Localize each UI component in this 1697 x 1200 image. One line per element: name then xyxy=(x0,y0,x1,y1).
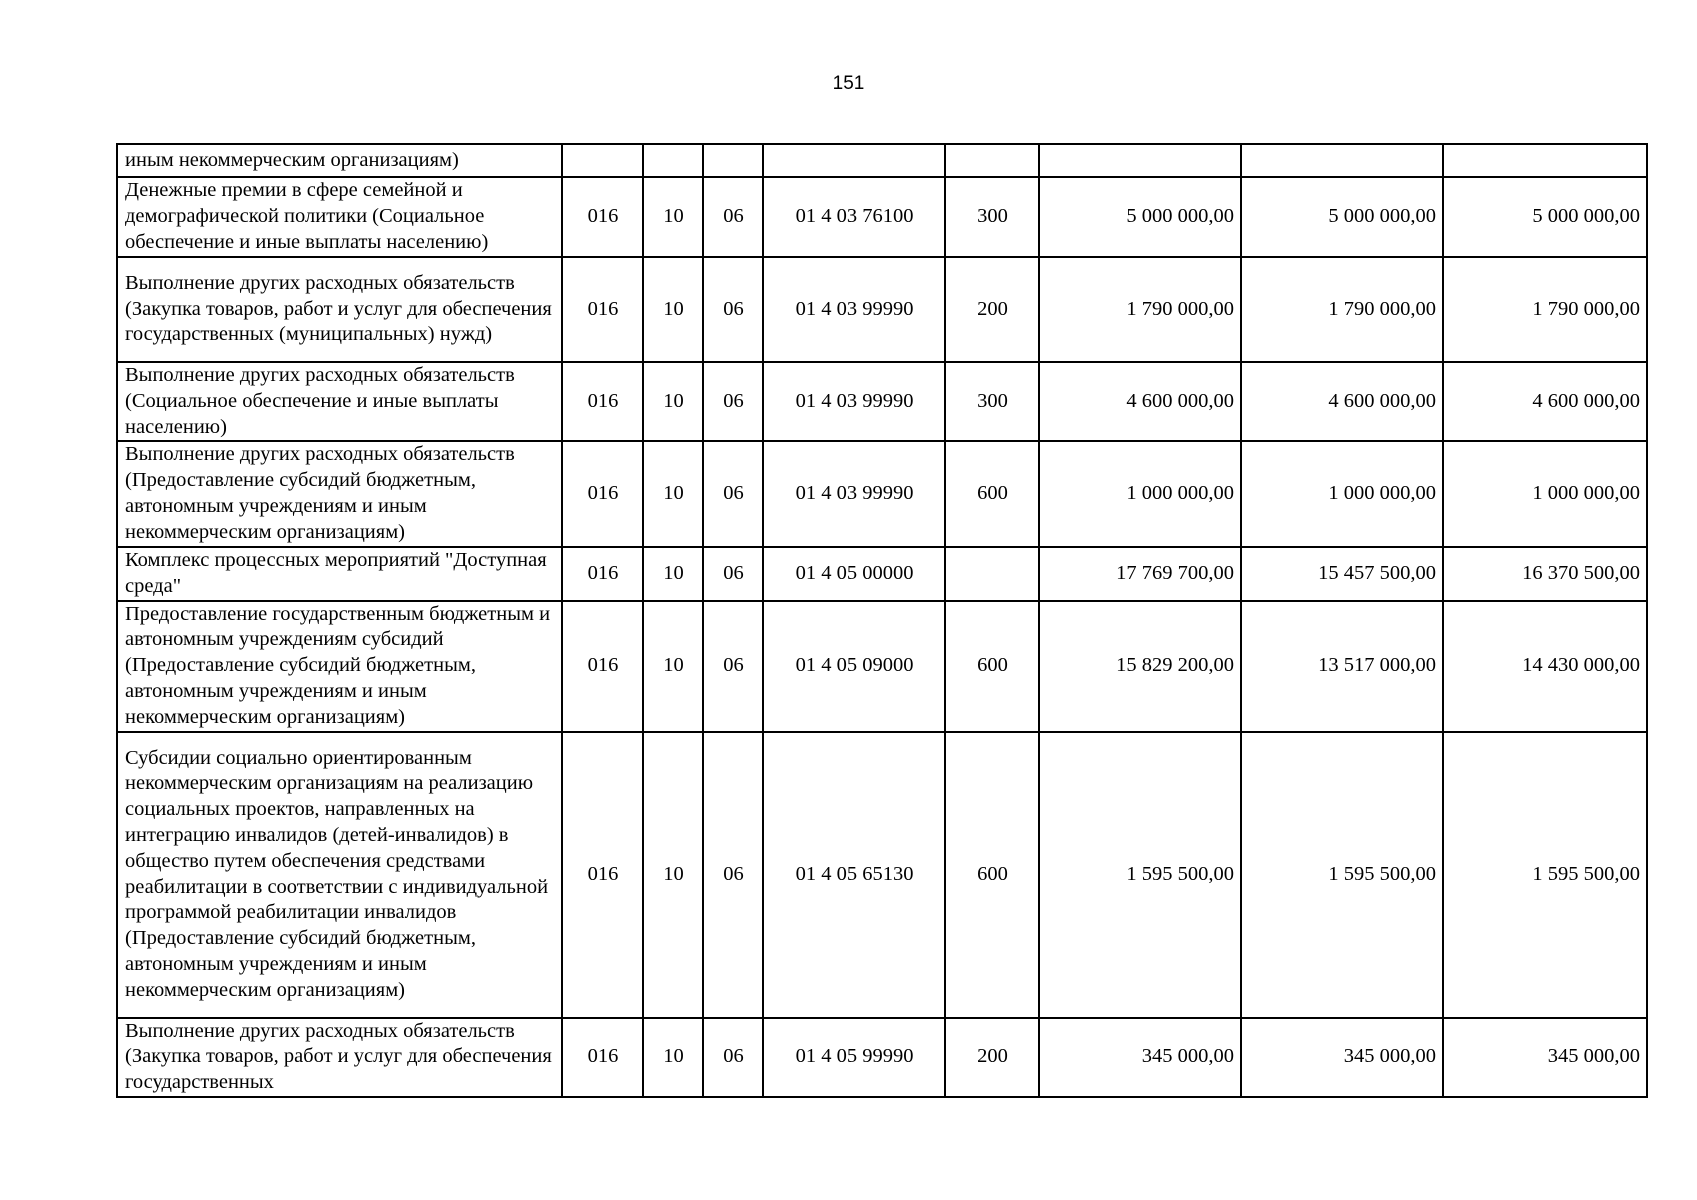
cell-amount-1: 17 769 700,00 xyxy=(1039,547,1241,601)
table-row xyxy=(117,362,1647,441)
cell-subsection: 06 xyxy=(703,547,763,601)
cell-section: 10 xyxy=(643,257,703,362)
cell-expense-type: 200 xyxy=(945,257,1039,362)
cell-description: Субсидии социально ориентированным некоммерческим организациям на реализацию социальных проектов, направленных на интеграцию инвалидов (детей-инвалидов) в общество путем обеспечения средствами реабилитации в соответствии с индивидуальной программой реабилитации инвалидов (Предоставление субсидий бюджетным, автономным учреждениям и иным некоммерческим организациям) xyxy=(117,732,562,1018)
cell-description: Выполнение других расходных обязательств (Социальное обеспечение и иные выплаты населению) xyxy=(117,362,562,441)
cell-expense-type: 300 xyxy=(945,177,1039,257)
cell-description: Денежные премии в сфере семейной и демографической политики (Социальное обеспечение и иные выплаты населению) xyxy=(117,177,562,257)
cell-amount-2: 1 790 000,00 xyxy=(1241,257,1443,362)
cell-expense-type: 600 xyxy=(945,732,1039,1018)
cell-subsection: 06 xyxy=(703,732,763,1018)
cell-amount-3 xyxy=(1443,144,1647,177)
cell-target-article: 01 4 05 65130 xyxy=(763,732,945,1018)
cell-subsection: 06 xyxy=(703,441,763,546)
cell-amount-2: 345 000,00 xyxy=(1241,1018,1443,1097)
cell-description: Выполнение других расходных обязательств (Закупка товаров, работ и услуг для обеспечения государственных (муниципальных) нужд) xyxy=(117,257,562,362)
cell-target-article: 01 4 03 99990 xyxy=(763,362,945,441)
cell-grbs: 016 xyxy=(562,732,643,1018)
cell-expense-type: 300 xyxy=(945,362,1039,441)
cell-amount-2: 1 595 500,00 xyxy=(1241,732,1443,1018)
cell-target-article: 01 4 03 99990 xyxy=(763,441,945,546)
cell-subsection: 06 xyxy=(703,257,763,362)
table-row xyxy=(117,601,1647,732)
cell-target-article: 01 4 05 99990 xyxy=(763,1018,945,1097)
cell-target-article xyxy=(763,144,945,177)
cell-amount-3: 345 000,00 xyxy=(1443,1018,1647,1097)
cell-description: Выполнение других расходных обязательств (Закупка товаров, работ и услуг для обеспечения государственных xyxy=(117,1018,562,1097)
cell-expense-type: 600 xyxy=(945,601,1039,732)
cell-subsection: 06 xyxy=(703,601,763,732)
table-row xyxy=(117,144,1647,177)
table-row xyxy=(117,732,1647,1018)
cell-subsection xyxy=(703,144,763,177)
cell-grbs: 016 xyxy=(562,547,643,601)
cell-amount-3: 4 600 000,00 xyxy=(1443,362,1647,441)
cell-subsection: 06 xyxy=(703,177,763,257)
cell-section xyxy=(643,144,703,177)
cell-grbs: 016 xyxy=(562,257,643,362)
cell-expense-type: 600 xyxy=(945,441,1039,546)
table-row xyxy=(117,177,1647,257)
cell-amount-1: 4 600 000,00 xyxy=(1039,362,1241,441)
page-number: 151 xyxy=(832,73,865,94)
cell-expense-type: 200 xyxy=(945,1018,1039,1097)
table-row xyxy=(117,547,1647,601)
cell-section: 10 xyxy=(643,601,703,732)
cell-expense-type xyxy=(945,144,1039,177)
cell-subsection: 06 xyxy=(703,1018,763,1097)
cell-amount-1: 1 790 000,00 xyxy=(1039,257,1241,362)
cell-grbs xyxy=(562,144,643,177)
budget-table xyxy=(116,143,1648,1098)
cell-grbs: 016 xyxy=(562,362,643,441)
cell-grbs: 016 xyxy=(562,601,643,732)
cell-target-article: 01 4 05 00000 xyxy=(763,547,945,601)
table-row xyxy=(117,257,1647,362)
cell-amount-3: 14 430 000,00 xyxy=(1443,601,1647,732)
cell-amount-1: 1 595 500,00 xyxy=(1039,732,1241,1018)
cell-section: 10 xyxy=(643,177,703,257)
cell-target-article: 01 4 05 09000 xyxy=(763,601,945,732)
cell-description: Предоставление государственным бюджетным и автономным учреждениям субсидий (Предоставление субсидий бюджетным, автономным учреждениям и иным некоммерческим организациям) xyxy=(117,601,562,732)
cell-subsection: 06 xyxy=(703,362,763,441)
cell-amount-1: 1 000 000,00 xyxy=(1039,441,1241,546)
cell-amount-2 xyxy=(1241,144,1443,177)
cell-amount-1: 345 000,00 xyxy=(1039,1018,1241,1097)
cell-grbs: 016 xyxy=(562,1018,643,1097)
cell-section: 10 xyxy=(643,732,703,1018)
cell-section: 10 xyxy=(643,441,703,546)
cell-target-article: 01 4 03 76100 xyxy=(763,177,945,257)
cell-expense-type xyxy=(945,547,1039,601)
cell-amount-1: 15 829 200,00 xyxy=(1039,601,1241,732)
cell-amount-3: 1 595 500,00 xyxy=(1443,732,1647,1018)
cell-amount-3: 16 370 500,00 xyxy=(1443,547,1647,601)
cell-amount-3: 1 000 000,00 xyxy=(1443,441,1647,546)
cell-target-article: 01 4 03 99990 xyxy=(763,257,945,362)
cell-section: 10 xyxy=(643,362,703,441)
table-row xyxy=(117,441,1647,546)
cell-amount-2: 13 517 000,00 xyxy=(1241,601,1443,732)
cell-amount-2: 4 600 000,00 xyxy=(1241,362,1443,441)
table-row xyxy=(117,1018,1647,1097)
cell-description: иным некоммерческим организациям) xyxy=(117,144,562,177)
cell-amount-3: 1 790 000,00 xyxy=(1443,257,1647,362)
cell-amount-2: 15 457 500,00 xyxy=(1241,547,1443,601)
cell-description: Комплекс процессных мероприятий "Доступная среда" xyxy=(117,547,562,601)
cell-amount-1 xyxy=(1039,144,1241,177)
cell-grbs: 016 xyxy=(562,441,643,546)
cell-amount-2: 1 000 000,00 xyxy=(1241,441,1443,546)
cell-grbs: 016 xyxy=(562,177,643,257)
cell-section: 10 xyxy=(643,547,703,601)
cell-description: Выполнение других расходных обязательств (Предоставление субсидий бюджетным, автономным учреждениям и иным некоммерческим организациям) xyxy=(117,441,562,546)
cell-amount-2: 5 000 000,00 xyxy=(1241,177,1443,257)
cell-amount-3: 5 000 000,00 xyxy=(1443,177,1647,257)
cell-section: 10 xyxy=(643,1018,703,1097)
cell-amount-1: 5 000 000,00 xyxy=(1039,177,1241,257)
